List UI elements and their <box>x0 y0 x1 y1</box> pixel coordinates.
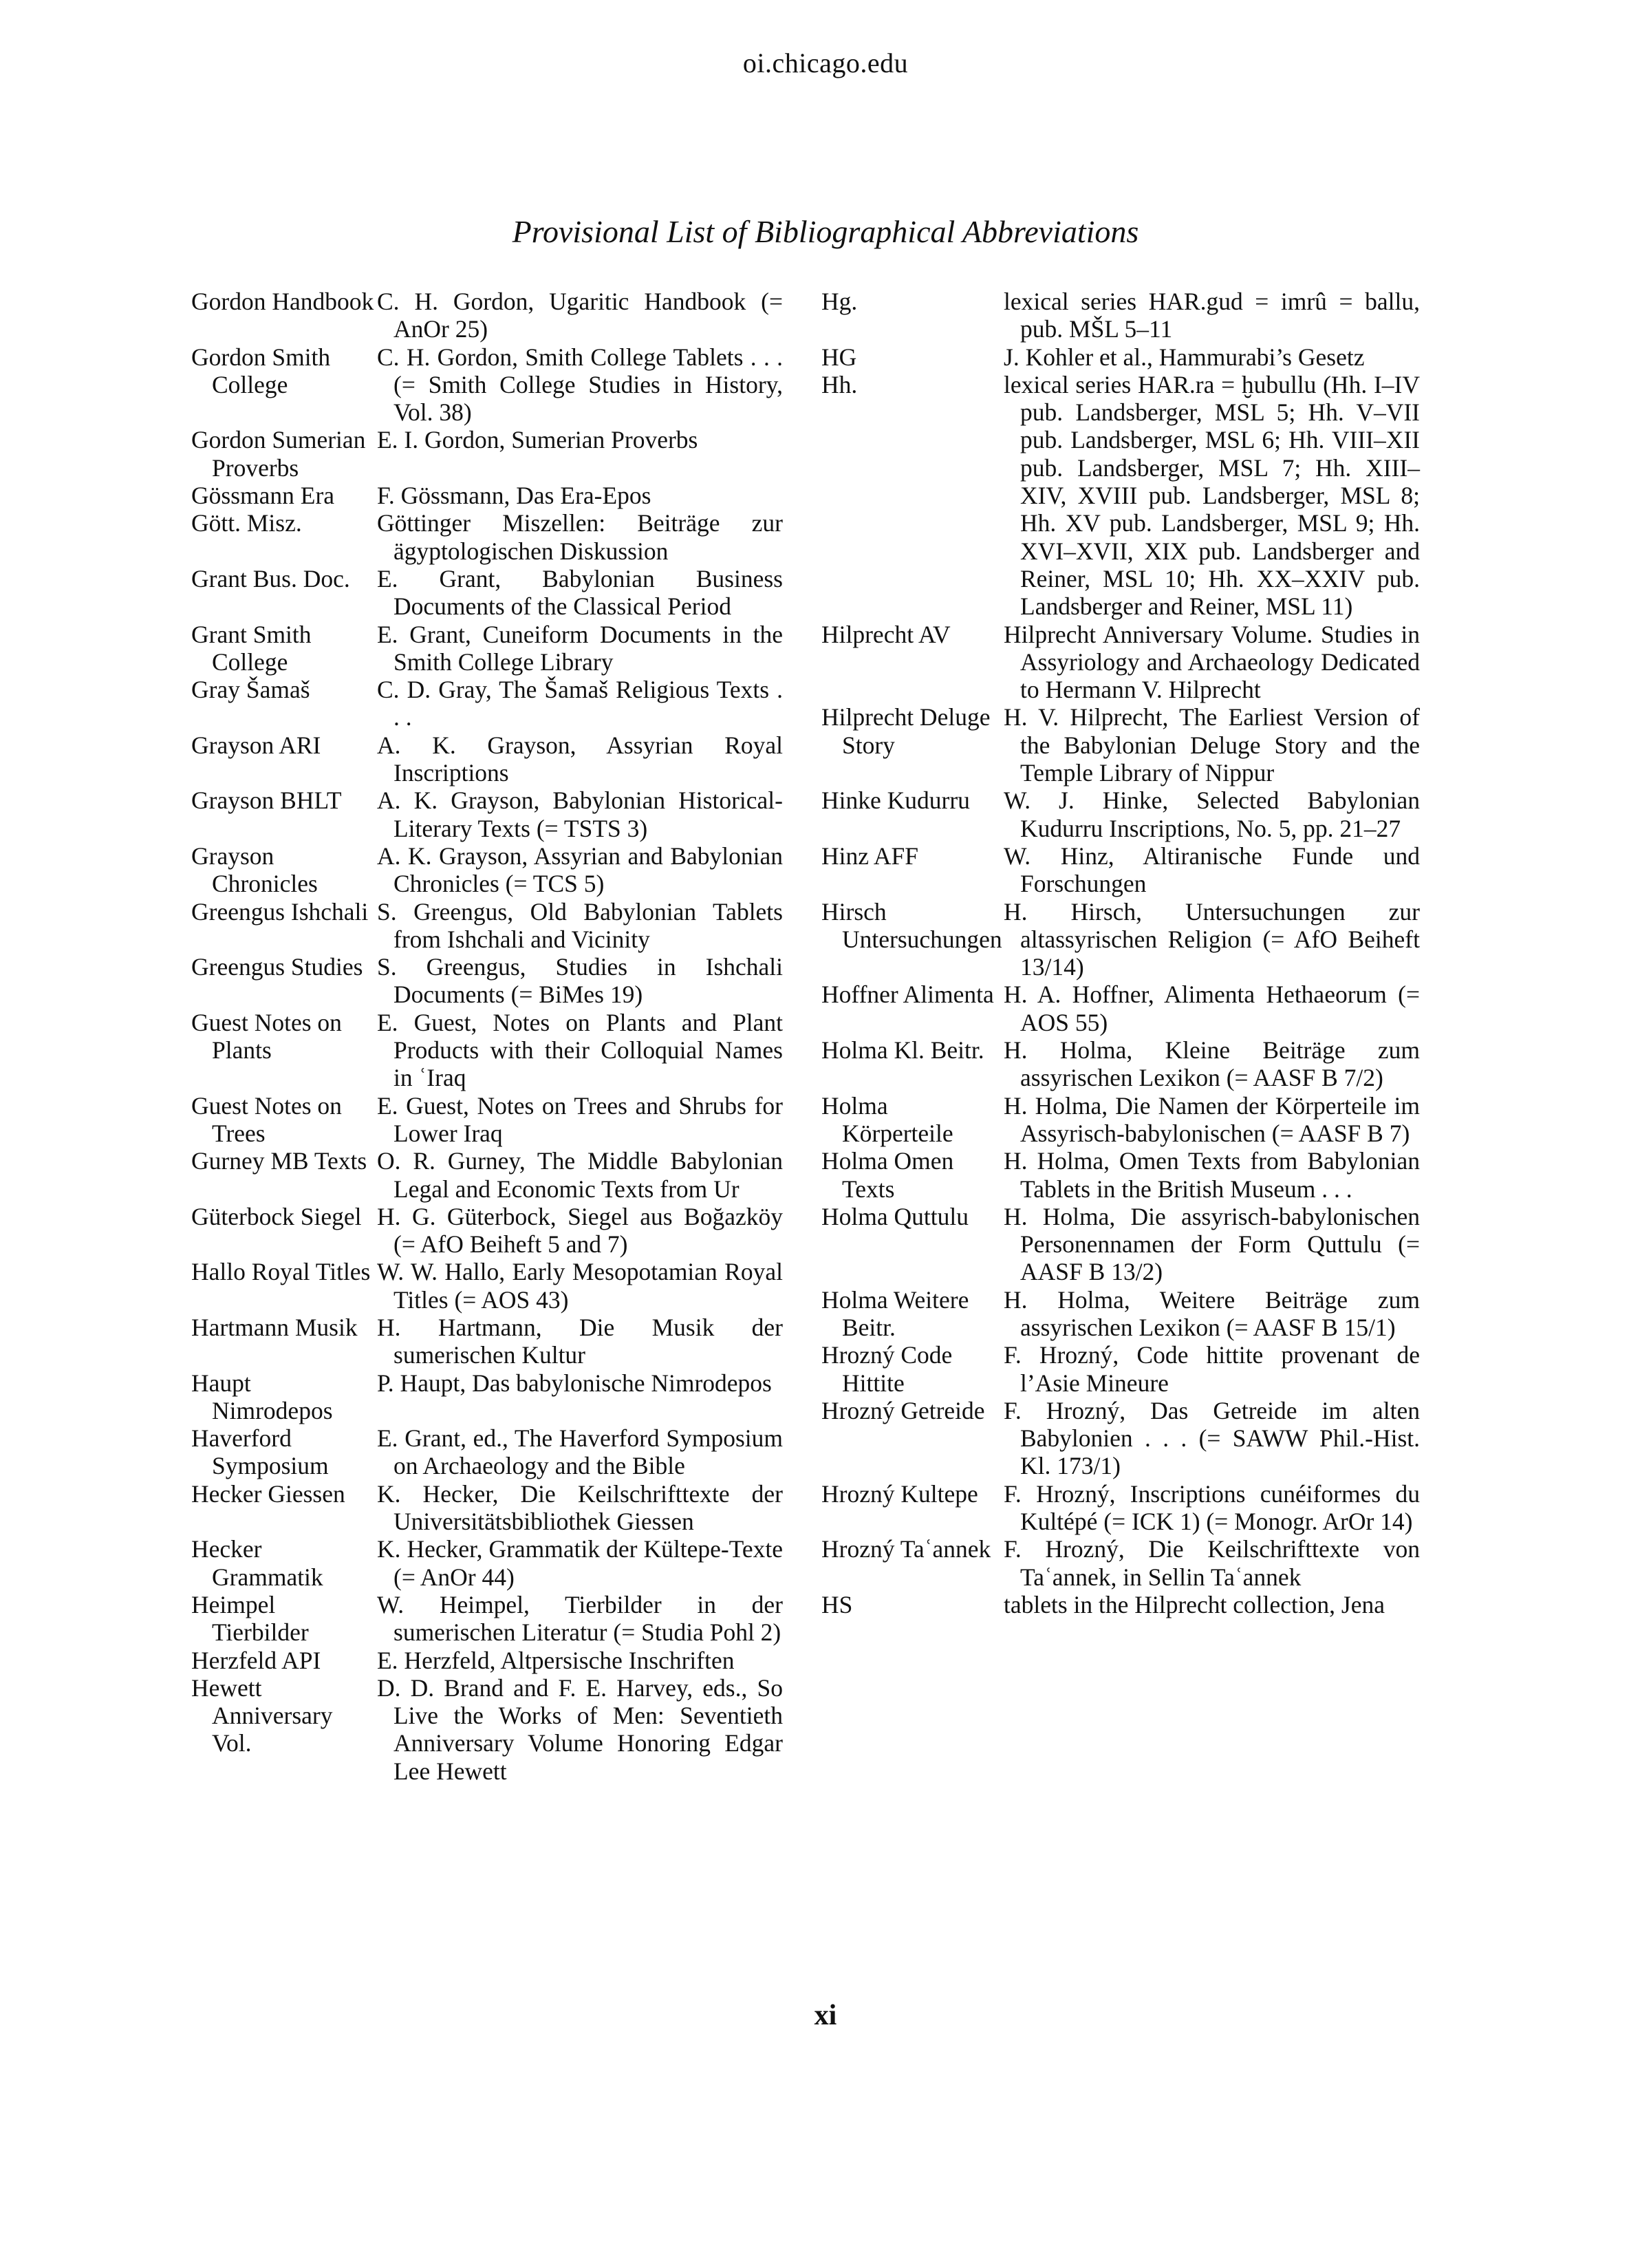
reference: K. Hecker, Grammatik der Kültepe-Texte (= AnOr 44) <box>377 1535 783 1591</box>
abbreviation: Grayson ARI <box>191 731 321 759</box>
abbreviation-entry <box>191 1203 783 1259</box>
reference: H. Holma, Die Namen der Körperteile im Assyrisch-babylonischen (= AASF B 7) <box>1004 1091 1420 1147</box>
reference: J. Kohler et al., Hammurabi’s Gesetz <box>1004 343 1365 371</box>
abbreviation-entry <box>191 1480 783 1536</box>
abbreviation: Hrozný Code Hittite <box>821 1341 953 1397</box>
abbreviation-entry <box>821 981 1420 1036</box>
reference: H. Hartmann, Die Musik der sumerischen Kultur <box>377 1313 783 1369</box>
abbreviation: Hartmann Musik <box>191 1313 358 1341</box>
abbreviation: Guest Notes on Trees <box>191 1091 342 1147</box>
reference: F. Gössmann, Das Era-Epos <box>377 482 651 510</box>
abbreviation: Hecker Giessen <box>191 1479 345 1508</box>
abbreviation: Gordon Smith College <box>191 343 331 398</box>
abbreviation: Holma Quttulu <box>821 1202 969 1230</box>
abbreviation-entry <box>191 953 783 1009</box>
reference: W. J. Hinke, Selected Babylonian Kudurru Inscriptions, No. 5, pp. 21–27 <box>1004 787 1420 842</box>
abbreviation-entry <box>191 1147 783 1203</box>
abbreviation-entry <box>821 1535 1420 1591</box>
abbreviation-entry <box>191 1258 783 1314</box>
reference: A. K. Grayson, Assyrian Royal Inscriptions <box>377 731 783 787</box>
page-title: Provisional List of Bibliographical Abbreviations <box>512 214 1139 249</box>
abbreviation-entry <box>821 1092 1420 1148</box>
abbreviation-entry <box>821 1480 1420 1536</box>
reference: H. A. Hoffner, Alimenta Hethaeorum (= AOS 55) <box>1004 981 1420 1036</box>
abbreviation: Holma Omen Texts <box>821 1147 954 1203</box>
abbreviation: Gray Šamaš <box>191 676 310 704</box>
abbreviation: Holma Körperteile <box>821 1091 953 1147</box>
abbreviation-entry <box>821 1036 1420 1092</box>
abbreviation: HG <box>821 343 857 371</box>
reference: H. Holma, Die assyrisch-babylonischen Personennamen der Form Quttulu (= AASF B 13/2) <box>1004 1202 1420 1286</box>
abbreviation-entry <box>191 1535 783 1591</box>
reference: E. Grant, Babylonian Business Documents of the Classical Period <box>377 564 783 621</box>
reference: H. Holma, Omen Texts from Babylonian Tablets in the British Museum . . . <box>1004 1147 1420 1203</box>
reference: H. Hirsch, Untersuchungen zur altassyrischen Religion (= AfO Beiheft 13/14) <box>1004 897 1420 981</box>
abbreviation-entry <box>191 842 783 898</box>
reference: H. G. Güterbock, Siegel aus Boğazköy (= AfO Beiheft 5 and 7) <box>377 1202 783 1259</box>
abbreviation: Gött. Misz. <box>191 509 302 537</box>
reference: K. Hecker, Die Keilschrifttexte der Universitätsbibliothek Giessen <box>377 1479 783 1536</box>
reference: F. Hrozný, Code hittite provenant de l’Asie Mineure <box>1004 1341 1420 1397</box>
abbreviation: Gordon Handbook <box>191 288 374 315</box>
source-header: oi.chicago.edu <box>742 47 909 78</box>
reference: E. Grant, Cuneiform Documents in the Smith College Library <box>377 620 783 676</box>
abbreviation: Herzfeld API <box>191 1646 321 1674</box>
abbreviation-entry <box>821 1286 1420 1342</box>
abbreviation: Hecker Grammatik <box>191 1535 323 1591</box>
abbreviation: Holma Kl. Beitr. <box>821 1036 984 1065</box>
abbreviation-entry <box>821 787 1420 842</box>
abbreviation: Gössmann Era <box>191 482 335 510</box>
abbreviation: Hinz AFF <box>821 842 919 870</box>
abbreviation-entry <box>191 1314 783 1369</box>
reference: lexical series HAR.gud = imrû = ballu, pub. MŠL 5–11 <box>1004 288 1420 343</box>
abbreviation-entry <box>191 565 783 621</box>
abbreviation: Hrozný Getreide <box>821 1396 985 1424</box>
abbreviation-entry <box>821 371 1420 621</box>
abbreviation: Hh. <box>821 370 858 398</box>
page-number: xi <box>814 2000 837 2031</box>
reference: O. R. Gurney, The Middle Babylonian Legal and Economic Texts from Ur <box>377 1147 783 1203</box>
abbreviation: Gordon Sumerian Proverbs <box>191 426 366 482</box>
abbreviation-entry <box>191 731 783 787</box>
abbreviation: Hilprecht AV <box>821 620 951 648</box>
abbreviation-entry <box>821 842 1420 898</box>
abbreviation: Hirsch Untersuchungen <box>821 897 1002 953</box>
abbreviation: Hilprecht Deluge Story <box>821 703 991 759</box>
reference: Göttinger Miszellen: Beiträge zur ägyptologischen Diskussion <box>377 509 783 565</box>
abbreviation-entry <box>191 1424 783 1480</box>
abbreviation: Hewett Anniversary Vol. <box>191 1673 333 1757</box>
abbreviation-entry <box>191 482 783 509</box>
abbreviation: Holma Weitere Beitr. <box>821 1285 969 1341</box>
reference: E. Guest, Notes on Plants and Plant Products with their Colloquial Names in ʿIraq <box>377 1008 783 1092</box>
abbreviation: Grant Bus. Doc. <box>191 564 350 592</box>
reference: Hilprecht Anniversary Volume. Studies in Assyriology and Archaeology Dedicated to Hermann V. Hilprecht <box>1004 620 1420 704</box>
abbreviation: Grant Smith College <box>191 620 312 676</box>
abbreviation: Hallo Royal Titles <box>191 1258 371 1286</box>
abbreviation: Haupt Nimrodepos <box>191 1369 333 1424</box>
reference: A. K. Grayson, Assyrian and Babylonian Chronicles (= TCS 5) <box>377 842 783 898</box>
abbreviation-entry <box>821 898 1420 981</box>
abbreviation-entry <box>191 787 783 842</box>
reference: C. H. Gordon, Smith College Tablets . . . (= Smith College Studies in History, Vol. 38) <box>377 343 783 427</box>
abbreviation: Heimpel Tierbilder <box>191 1590 309 1647</box>
abbreviation: Hrozný Taʿannek <box>821 1535 991 1563</box>
abbreviation-entry <box>821 1203 1420 1286</box>
reference: C. H. Gordon, Ugaritic Handbook (= AnOr 25) <box>377 288 783 343</box>
abbreviation-entry <box>191 509 783 565</box>
abbreviation-entry <box>821 343 1420 371</box>
reference: H. Holma, Weitere Beiträge zum assyrischen Lexikon (= AASF B 15/1) <box>1004 1285 1420 1341</box>
abbreviation: HS <box>821 1590 853 1618</box>
abbreviation-entry <box>191 1009 783 1092</box>
reference: F. Hrozný, Inscriptions cunéiformes du Kultépé (= ICK 1) (= Monogr. ArOr 14) <box>1004 1479 1420 1536</box>
reference: F. Hrozný, Die Keilschrifttexte von Taʿannek, in Sellin Taʿannek <box>1004 1535 1420 1591</box>
abbreviation: Haverford Symposium <box>191 1424 329 1480</box>
abbreviation-entry <box>821 1341 1420 1397</box>
reference: S. Greengus, Studies in Ishchali Documents (= BiMes 19) <box>377 953 783 1009</box>
abbreviation-entry <box>191 1092 783 1148</box>
abbreviation-entry <box>191 1591 783 1647</box>
abbreviation-entry <box>191 426 783 482</box>
reference: A. K. Grayson, Babylonian Historical-Literary Texts (= TSTS 3) <box>377 787 783 842</box>
abbreviation-entry <box>191 1647 783 1674</box>
reference: tablets in the Hilprecht collection, Jena <box>1004 1590 1385 1618</box>
abbreviation-entry <box>191 288 783 343</box>
abbreviation-entry <box>191 343 783 427</box>
abbreviation-entry <box>191 621 783 676</box>
abbreviation: Hoffner Alimenta <box>821 981 994 1009</box>
left-column <box>191 288 783 1785</box>
reference: W. Hinz, Altiranische Funde und Forschungen <box>1004 842 1420 898</box>
abbreviation: Greengus Ishchali <box>191 897 369 926</box>
reference: W. Heimpel, Tierbilder in der sumerischen Literatur (= Studia Pohl 2) <box>377 1590 783 1647</box>
right-column <box>821 288 1420 1618</box>
abbreviation-entry <box>821 1397 1420 1480</box>
abbreviation: Güterbock Siegel <box>191 1202 362 1230</box>
abbreviation: Gurney MB Texts <box>191 1147 367 1175</box>
abbreviation: Hinke Kudurru <box>821 787 970 815</box>
abbreviation-entry <box>821 621 1420 704</box>
abbreviation-entry <box>821 1591 1420 1618</box>
reference: D. D. Brand and F. E. Harvey, eds., So Live the Works of Men: Seventieth Anniversary Volume Honoring Edgar Lee Hewett <box>377 1673 783 1785</box>
abbreviation: Grayson BHLT <box>191 787 342 815</box>
reference: E. Herzfeld, Altpersische Inschriften <box>377 1646 735 1674</box>
abbreviation: Hrozný Kultepe <box>821 1479 978 1508</box>
abbreviation-entry <box>191 1674 783 1785</box>
abbreviation: Greengus Studies <box>191 953 363 981</box>
abbreviation-entry <box>821 703 1420 787</box>
reference: H. Holma, Kleine Beiträge zum assyrischen Lexikon (= AASF B 7/2) <box>1004 1036 1420 1092</box>
reference: E. Guest, Notes on Trees and Shrubs for Lower Iraq <box>377 1091 783 1147</box>
abbreviation: Hg. <box>821 288 858 315</box>
reference: W. W. Hallo, Early Mesopotamian Royal Titles (= AOS 43) <box>377 1258 783 1314</box>
reference: P. Haupt, Das babylonische Nimrodepos <box>377 1369 772 1397</box>
abbreviation-entry <box>821 288 1420 343</box>
reference: F. Hrozný, Das Getreide im alten Babylonien . . . (= SAWW Phil.-Hist. Kl. 173/1) <box>1004 1396 1420 1480</box>
reference: H. V. Hilprecht, The Earliest Version of the Babylonian Deluge Story and the Temple Library of Nippur <box>1004 703 1420 787</box>
abbreviation-entry <box>821 1147 1420 1203</box>
abbreviation-entry <box>191 676 783 731</box>
abbreviation-entry <box>191 1369 783 1425</box>
reference: E. Grant, ed., The Haverford Symposium on Archaeology and the Bible <box>377 1424 783 1480</box>
reference: S. Greengus, Old Babylonian Tablets from Ishchali and Vicinity <box>377 897 783 953</box>
abbreviation: Guest Notes on Plants <box>191 1008 342 1065</box>
reference: lexical series HAR.ra = ḫubullu (Hh. I–IV pub. Landsberger, MSL 5; Hh. V–VII pub. Landsberger, MSL 6; Hh. VIII–XII pub. Landsberger, MSL 7; Hh. XIII–XIV, XVIII pub. Landsberger, MSL 8; Hh. XV pub. Landsberger, MSL 9; Hh. XVI–XVII, XIX pub. Landsberger and Reiner, MSL 10; Hh. XX–XXIV pub. Landsberger and Reiner, MSL 11) <box>1004 370 1420 621</box>
reference: E. I. Gordon, Sumerian Proverbs <box>377 426 698 454</box>
abbreviation: Grayson Chronicles <box>191 842 318 898</box>
abbreviation-entry <box>191 898 783 954</box>
reference: C. D. Gray, The Šamaš Religious Texts . . . <box>377 676 783 731</box>
